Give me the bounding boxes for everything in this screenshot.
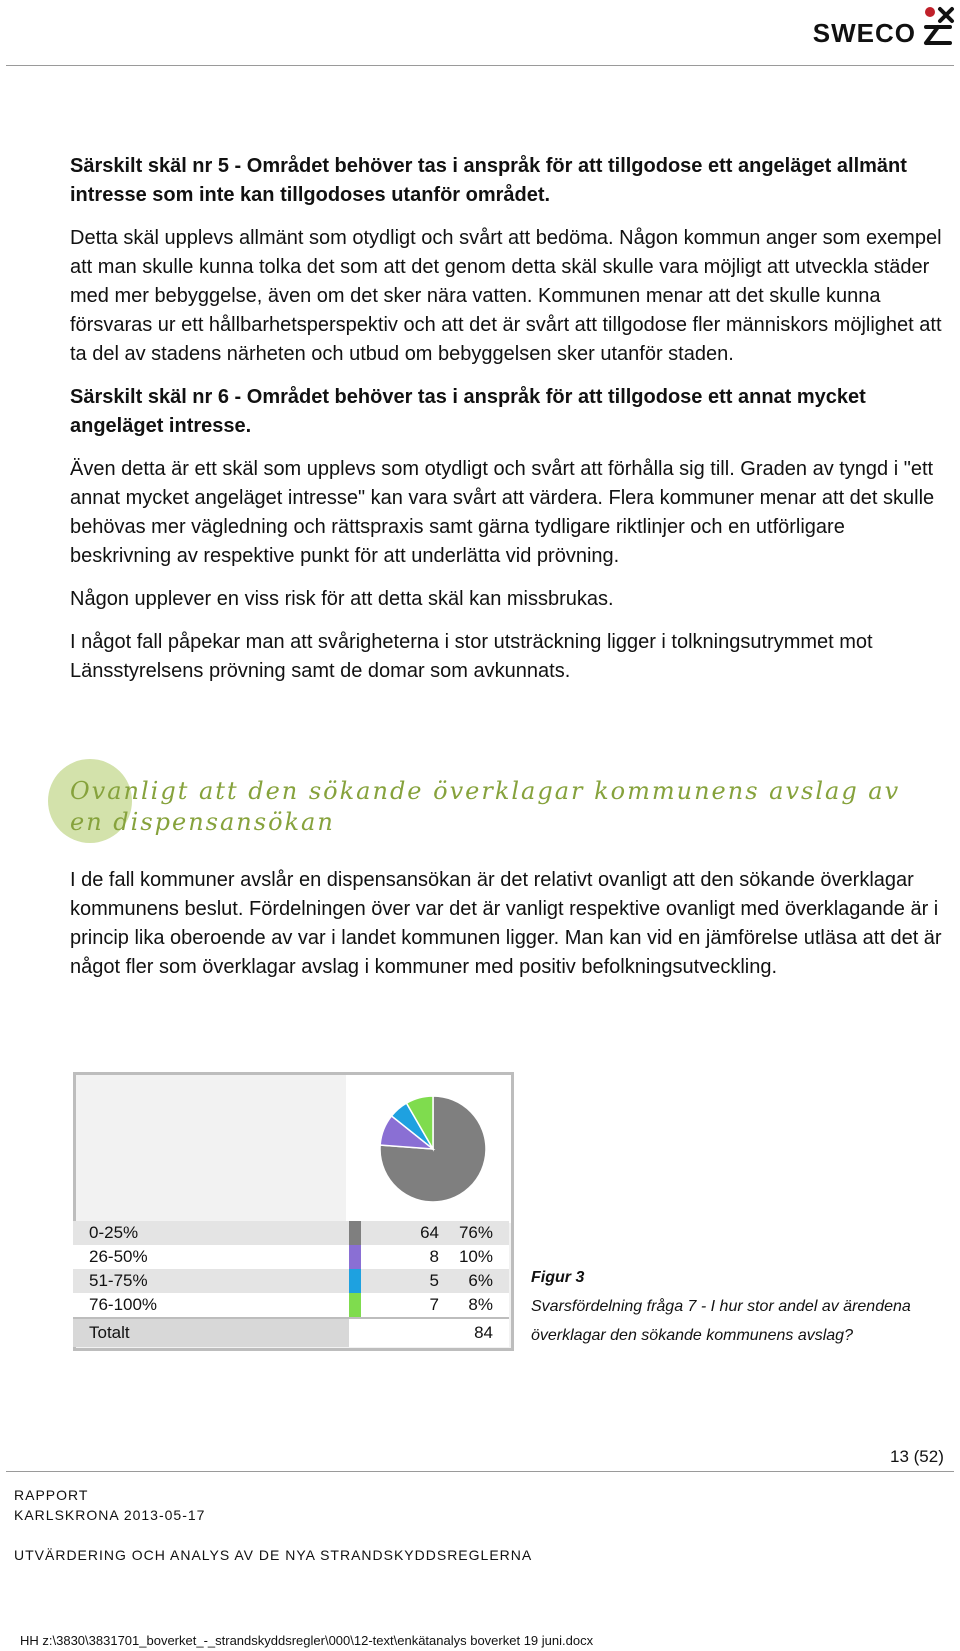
main-text (70, 152, 948, 700)
skal5-heading: Särskilt skäl nr 5 - Området behöver tas i anspråk för att tillgodose ett angeläget allmänt intresse som inte kan tillgodoses utanför området. (70, 155, 907, 206)
chart-pie-area (346, 1075, 511, 1223)
footer-place-date: KARLSKRONA 2013-05-17 (14, 1507, 206, 1523)
ovanligt-body: I de fall kommuner avslår en dispensansökan är det relativt ovanligt att den sökande överklagar kommunens beslut. Fördelningen över var det är vanligt respektive ovanligt med överklagande är i princip lika oberoende av var i landet kommunen ligger. Man kan vid en jämförelse utläsa att det är något fler som överklagar avslag i kommuner med positiv befolkningsutveckling. (70, 869, 942, 978)
row-count: 5 (361, 1269, 439, 1293)
footer-project-title: UTVÄRDERING OCH ANALYS AV DE NYA STRANDSKYDDSREGLERNA (14, 1547, 533, 1563)
skal6-body-1: Även detta är ett skäl som upplevs som otydligt och svårt att förhålla sig till. Graden av tyngd i "ett annat mycket angeläget intresse" kan vara svårt att värdera. Flera kommuner menar att det skulle behövas mer vägledning och rättspraxis samt gärna tydligare riktlinjer och en utförligare beskrivning av respektive punkt för att underlätta vid prövning. (70, 458, 935, 567)
row-count: 64 (361, 1221, 439, 1245)
section-body (70, 866, 948, 982)
logo-wordmark: SWECO (812, 17, 916, 48)
footer-file-path: HH z:\3830\3831701_boverket_-_strandskyddsregler\000\12-text\enkätanalys boverket 19 juni.docx (20, 1633, 594, 1648)
table-row (73, 1269, 509, 1293)
figure-description: Svarsfördelning fråga 7 - I hur stor andel av ärendena överklagar den sökande kommunens avslag? (531, 1298, 911, 1344)
header-divider (6, 65, 954, 66)
figure-number: Figur 3 (531, 1269, 585, 1286)
row-count: 8 (361, 1245, 439, 1269)
table-row (73, 1293, 509, 1318)
page-number: 13 (52) (890, 1447, 944, 1466)
sweco-emblem-icon (920, 5, 956, 47)
skal6-body-2: Någon upplever en viss risk för att detta skäl kan missbrukas. (70, 588, 614, 610)
row-percent: 8% (439, 1293, 509, 1318)
table-row (73, 1245, 509, 1269)
pie-chart (346, 1075, 511, 1223)
table-total-row (73, 1318, 509, 1347)
row-label: 26-50% (73, 1245, 349, 1269)
row-label: 0-25% (73, 1221, 349, 1245)
total-value: 84 (349, 1318, 509, 1347)
total-label: Totalt (73, 1318, 349, 1347)
skal6-heading: Särskilt skäl nr 6 - Området behöver tas i anspråk för att tillgodose ett annat mycket angeläget intresse. (70, 386, 866, 437)
legend-swatch (349, 1269, 361, 1293)
legend-swatch (349, 1245, 361, 1269)
sweco-logo (813, 6, 956, 46)
figure-caption (531, 1263, 951, 1350)
row-percent: 10% (439, 1245, 509, 1269)
legend-swatch (349, 1293, 361, 1318)
skal5-body: Detta skäl upplevs allmänt som otydligt och svårt att bedöma. Någon kommun anger som exempel att man skulle kunna tolka det som att det genom detta skäl skulle vara möjligt att utveckla städer med mer bebyggelse, även om det sker nära vatten. Kommunen menar att det skulle kunna försvaras ur ett hållbarhetsperspektiv och att det är svårt att tillgodose fler människors möjlighet att ta del av stadens närheten och utbud om bebyggelsen sker utanför staden. (70, 227, 942, 365)
footer-divider (6, 1471, 954, 1472)
row-label: 76-100% (73, 1293, 349, 1318)
row-label: 51-75% (73, 1269, 349, 1293)
legend-swatch (349, 1221, 361, 1245)
row-count: 7 (361, 1293, 439, 1318)
section-heading: Ovanligt att den sökande överklagar kommunens avslag av en dispensansökan (70, 777, 901, 836)
chart-blank-area (76, 1075, 344, 1223)
row-percent: 76% (439, 1221, 509, 1245)
row-percent: 6% (439, 1269, 509, 1293)
table-row (73, 1221, 509, 1245)
footer-report: RAPPORT (14, 1487, 89, 1503)
section-title (70, 776, 930, 838)
skal6-body-3: I något fall påpekar man att svårigheterna i stor utsträckning ligger i tolkningsutrymmet mot Länsstyrelsens prövning samt de domar som avkunnats. (70, 631, 873, 682)
distribution-table (73, 1221, 509, 1347)
